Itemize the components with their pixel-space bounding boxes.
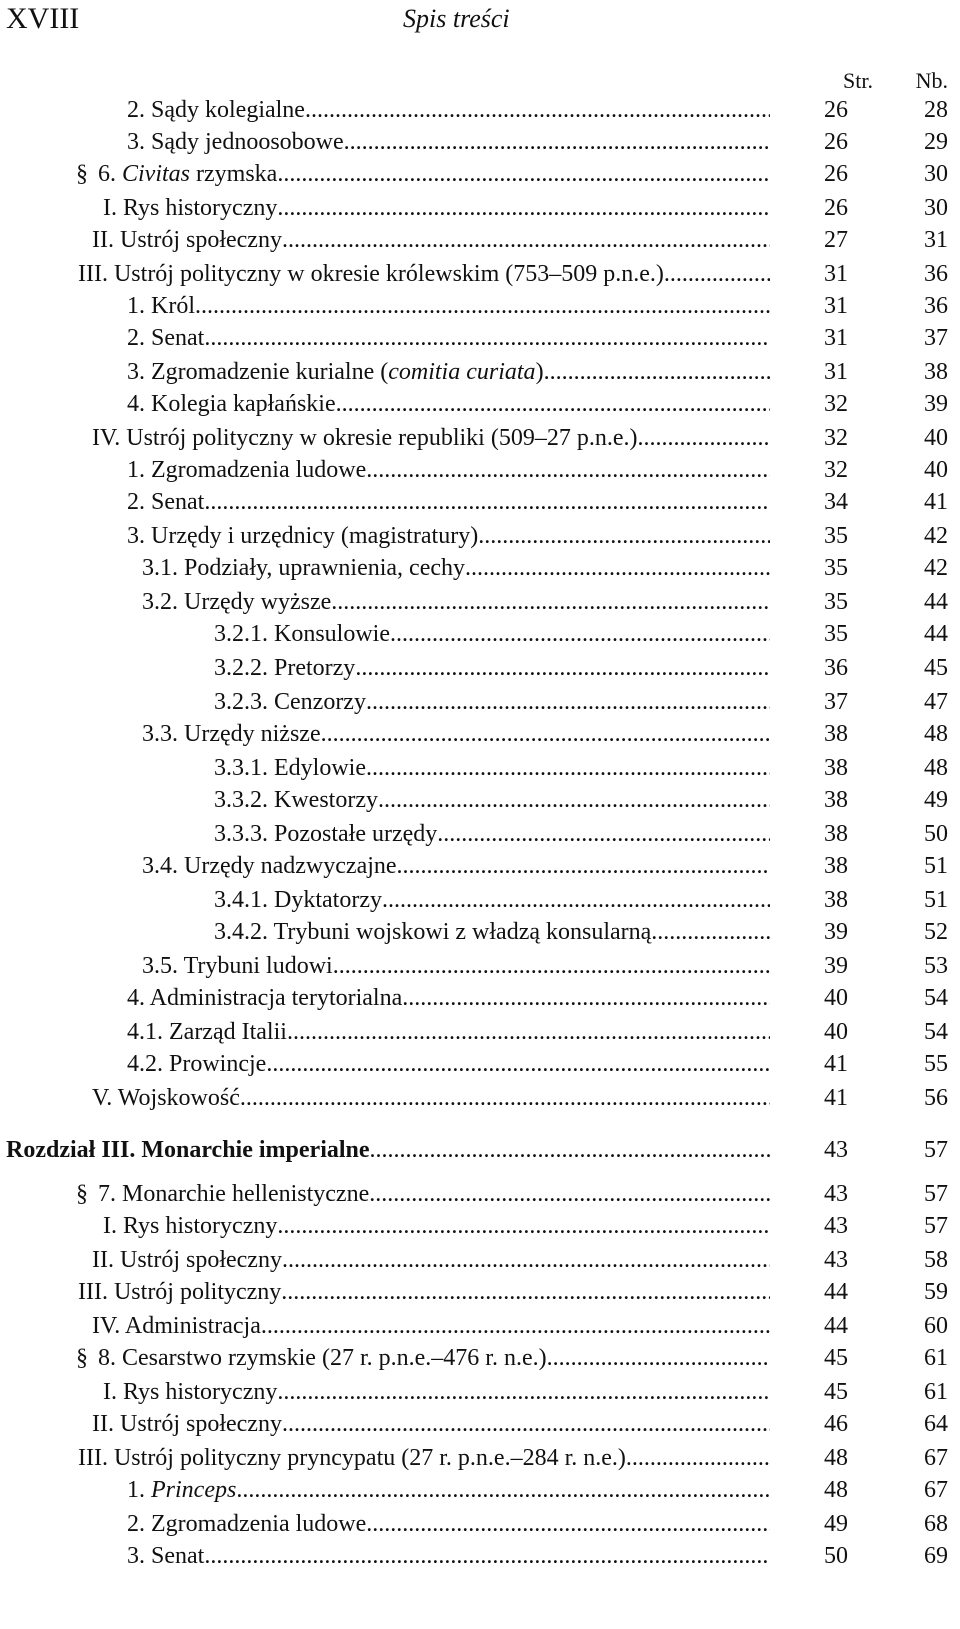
page-str: 44: [824, 1279, 848, 1305]
margin-number-nb: 52: [924, 919, 948, 945]
dot-leader: [378, 784, 770, 816]
margin-number-nb: 41: [924, 489, 948, 515]
margin-number-nb: 29: [924, 129, 948, 155]
margin-number-nb: 53: [924, 953, 948, 979]
toc-entry: [0, 356, 960, 388]
entry-title: [92, 1082, 770, 1114]
page-str: 43: [824, 1137, 848, 1163]
page-str: 40: [824, 985, 848, 1011]
toc-entry: [0, 290, 960, 322]
toc-entry: [0, 784, 960, 816]
entry-title: [127, 1474, 770, 1506]
entry-title: [127, 322, 770, 354]
dot-leader: [366, 686, 770, 718]
entry-label: 3.1. Podziały, uprawnienia, cechy: [142, 555, 466, 581]
page-str: 31: [824, 325, 848, 351]
page-str: 35: [824, 523, 848, 549]
margin-number-nb: 48: [924, 721, 948, 747]
entry-title: [214, 686, 770, 718]
entry-title: [103, 192, 770, 224]
entry-label: 3. Senat: [127, 1543, 205, 1569]
page-str: 32: [824, 457, 848, 483]
entry-title: [92, 1310, 770, 1342]
margin-number-nb: 39: [924, 391, 948, 417]
entry-label: I. Rys historyczny: [103, 195, 278, 221]
entry-title: [127, 454, 770, 486]
toc-entry: [0, 322, 960, 354]
entry-label: 3.3.3. Pozostałe urzędy: [214, 821, 438, 847]
margin-number-nb: 69: [924, 1543, 948, 1569]
entry-label: IV. Administracja: [92, 1313, 261, 1339]
dot-leader: [204, 322, 770, 354]
margin-number-nb: 57: [924, 1137, 948, 1163]
dot-leader: [204, 486, 770, 518]
page-str: 48: [824, 1477, 848, 1503]
dot-leader: [282, 1408, 770, 1440]
page-str: 46: [824, 1411, 848, 1437]
dot-leader: [390, 618, 770, 650]
toc-entry: [0, 1016, 960, 1048]
toc-entry: [0, 618, 960, 650]
dot-leader: [544, 356, 770, 388]
page-str: 44: [824, 1313, 848, 1339]
toc-entry: [0, 552, 960, 584]
dot-leader: [370, 1134, 770, 1166]
dot-leader: [547, 1342, 770, 1374]
toc-entry: [0, 1508, 960, 1540]
entry-title: [92, 1408, 770, 1440]
margin-number-nb: 51: [924, 887, 948, 913]
page-str: 40: [824, 1019, 848, 1045]
page-str: 38: [824, 887, 848, 913]
entry-label: 3. Zgromadzenie kurialne (comitia curiata): [127, 359, 544, 385]
page-str: 38: [824, 853, 848, 879]
toc-entry: [0, 1408, 960, 1440]
margin-number-nb: 47: [924, 689, 948, 715]
page-str: 35: [824, 555, 848, 581]
entry-title: [103, 1210, 770, 1242]
page-str: 35: [824, 621, 848, 647]
entry-label: 3. Sądy jednoosobowe: [127, 129, 344, 155]
entry-title: [92, 422, 770, 454]
entry-label: II. Ustrój społeczny: [92, 227, 282, 253]
page-str: 26: [824, 195, 848, 221]
entry-label: III. Ustrój polityczny pryncypatu (27 r. p.n.e.–284 r. n.e.): [78, 1445, 626, 1471]
page-str: 26: [824, 129, 848, 155]
entry-title: [78, 1276, 770, 1308]
entry-title: [98, 1342, 770, 1374]
page-str: 49: [824, 1511, 848, 1537]
page-str: 38: [824, 721, 848, 747]
entry-label: 3.3.1. Edylowie: [214, 755, 366, 781]
dot-leader: [305, 94, 770, 126]
toc-entry: [0, 1310, 960, 1342]
margin-number-nb: 54: [924, 1019, 948, 1045]
column-header-nb: Nb.: [915, 68, 948, 93]
toc-entry: [0, 1082, 960, 1114]
margin-number-nb: 54: [924, 985, 948, 1011]
margin-number-nb: 30: [924, 195, 948, 221]
page-str: 39: [824, 919, 848, 945]
page-str: 45: [824, 1379, 848, 1405]
margin-number-nb: 61: [924, 1345, 948, 1371]
toc-entry: [0, 1210, 960, 1242]
dot-leader: [397, 850, 770, 882]
entry-label-italic: comitia curiata: [388, 359, 536, 385]
entry-label: III. Ustrój polityczny w okresie królewskim (753–509 p.n.e.).: [78, 261, 670, 287]
margin-number-nb: 30: [924, 161, 948, 187]
margin-number-nb: 44: [924, 621, 948, 647]
page-str: 34: [824, 489, 848, 515]
page-str: 36: [824, 655, 848, 681]
entry-title: [214, 818, 770, 850]
margin-number-nb: 67: [924, 1445, 948, 1471]
page-str: 43: [824, 1247, 848, 1273]
margin-number-nb: 49: [924, 787, 948, 813]
toc-entry: [0, 422, 960, 454]
entry-title: [214, 784, 770, 816]
margin-number-nb: 68: [924, 1511, 948, 1537]
margin-number-nb: 57: [924, 1213, 948, 1239]
margin-number-nb: 67: [924, 1477, 948, 1503]
dot-leader: [321, 718, 770, 750]
page-str: 50: [824, 1543, 848, 1569]
entry-label: III. Ustrój polityczny: [78, 1279, 282, 1305]
page-str: 31: [824, 359, 848, 385]
dot-leader: [651, 916, 770, 948]
toc-entry: [0, 1048, 960, 1080]
entry-label: 3.4. Urzędy nadzwyczajne: [142, 853, 397, 879]
toc-entry: [0, 850, 960, 882]
entry-title: [127, 486, 770, 518]
margin-number-nb: 45: [924, 655, 948, 681]
entry-label: 3.2.2. Pretorzy: [214, 655, 356, 681]
entry-title: [127, 1540, 770, 1572]
entry-title: [214, 916, 770, 948]
toc-entry: [0, 1178, 960, 1210]
entry-label: 6. Civitas rzymska: [98, 161, 278, 187]
running-title: Spis treści: [403, 4, 510, 33]
margin-number-nb: 56: [924, 1085, 948, 1111]
toc-entry: [0, 1342, 960, 1374]
toc-entry: [0, 486, 960, 518]
toc-entry: [0, 158, 960, 190]
entry-title: [142, 850, 770, 882]
dot-leader: [277, 158, 770, 190]
toc-entry: [0, 1442, 960, 1474]
entry-label: 3.5. Trybuni ludowi: [142, 953, 333, 979]
entry-title: [127, 1508, 770, 1540]
page-str: 43: [824, 1181, 848, 1207]
page-str: 31: [824, 261, 848, 287]
toc-entry: [0, 752, 960, 784]
entry-label: 2. Zgromadzenia ludowe: [127, 1511, 367, 1537]
entry-title: [98, 1178, 770, 1210]
dot-leader: [287, 1016, 770, 1048]
margin-number-nb: 40: [924, 457, 948, 483]
entry-label: I. Rys historyczny: [103, 1379, 278, 1405]
dot-leader: [366, 454, 770, 486]
entry-label: 3. Urzędy i urzędnicy (magistratury): [127, 523, 479, 549]
entry-title: [78, 1442, 770, 1474]
entry-label: 3.3. Urzędy niższe: [142, 721, 321, 747]
margin-number-nb: 48: [924, 755, 948, 781]
page-str: 45: [824, 1345, 848, 1371]
section-symbol: §: [76, 1345, 88, 1371]
entry-label: 3.2.3. Cenzorzy: [214, 689, 366, 715]
entry-label: 3.3.2. Kwestorzy: [214, 787, 378, 813]
page-str: 48: [824, 1445, 848, 1471]
entry-label: 3.2. Urzędy wyższe: [142, 589, 332, 615]
entry-title: [92, 224, 770, 256]
toc-entry: [0, 1474, 960, 1506]
entry-label: 2. Sądy kolegialne: [127, 97, 305, 123]
section-symbol: §: [76, 1181, 88, 1207]
entry-title: [214, 752, 770, 784]
toc-entry: [0, 224, 960, 256]
entry-title: [127, 290, 770, 322]
margin-number-nb: 42: [924, 555, 948, 581]
margin-number-nb: 50: [924, 821, 948, 847]
dot-leader: [344, 126, 770, 158]
dot-leader: [369, 1178, 770, 1210]
toc-entry: [0, 950, 960, 982]
margin-number-nb: 31: [924, 227, 948, 253]
page-str: 35: [824, 589, 848, 615]
dot-leader: [282, 1244, 770, 1276]
margin-number-nb: 36: [924, 261, 948, 287]
toc-entry: [0, 686, 960, 718]
toc-entry: [0, 818, 960, 850]
toc-entry: [0, 520, 960, 552]
margin-number-nb: 38: [924, 359, 948, 385]
entry-label: 4. Administracja terytorialna: [127, 985, 403, 1011]
page-str: 41: [824, 1051, 848, 1077]
entry-label: 2. Senat: [127, 325, 205, 351]
dot-leader: [366, 1508, 770, 1540]
margin-number-nb: 42: [924, 523, 948, 549]
toc-entry: [0, 916, 960, 948]
entry-title: [127, 126, 770, 158]
margin-number-nb: 58: [924, 1247, 948, 1273]
page-str: 41: [824, 1085, 848, 1111]
margin-number-nb: 64: [924, 1411, 948, 1437]
dot-leader: [366, 752, 770, 784]
dot-leader: [236, 1474, 770, 1506]
entry-title: [142, 586, 770, 618]
toc-entry: [0, 192, 960, 224]
entry-title: [6, 1134, 770, 1166]
toc-entry: [0, 258, 960, 290]
entry-title: [142, 718, 770, 750]
dot-leader: [670, 258, 770, 290]
entry-label: 1. Princeps: [127, 1477, 237, 1503]
toc-entry: [0, 1540, 960, 1572]
page-number: XVIII: [6, 2, 80, 35]
margin-number-nb: 60: [924, 1313, 948, 1339]
toc-entry: [0, 388, 960, 420]
entry-label: 4.2. Prowincje: [127, 1051, 267, 1077]
entry-label: Rozdział III. Monarchie imperialne: [6, 1137, 370, 1163]
entry-title: [127, 1048, 770, 1080]
dot-leader: [277, 1376, 770, 1408]
entry-label: 8. Cesarstwo rzymskie (27 r. p.n.e.–476 r. n.e.): [98, 1345, 547, 1371]
entry-title: [142, 552, 770, 584]
dot-leader: [266, 1048, 770, 1080]
entry-label-italic: Princeps: [151, 1477, 237, 1503]
entry-title: [127, 520, 770, 552]
dot-leader: [195, 290, 770, 322]
margin-number-nb: 57: [924, 1181, 948, 1207]
entry-label: IV. Ustrój polityczny w okresie republiki (509–27 p.n.e.): [92, 425, 638, 451]
entry-title: [214, 618, 770, 650]
dot-leader: [240, 1082, 770, 1114]
dot-leader: [261, 1310, 770, 1342]
entry-title: [127, 388, 770, 420]
dot-leader: [277, 1210, 770, 1242]
dot-leader: [402, 982, 770, 1014]
entry-label: 3.4.2. Trybuni wojskowi z władzą konsularną: [214, 919, 652, 945]
dot-leader: [331, 586, 770, 618]
toc-entry: [0, 1376, 960, 1408]
page-str: 38: [824, 821, 848, 847]
entry-label-italic: Civitas: [122, 161, 191, 187]
margin-number-nb: 44: [924, 589, 948, 615]
dot-leader: [637, 422, 770, 454]
dot-leader: [355, 652, 770, 684]
page-str: 32: [824, 425, 848, 451]
dot-leader: [478, 520, 770, 552]
page-str: 38: [824, 787, 848, 813]
entry-label: 4.1. Zarząd Italii: [127, 1019, 287, 1045]
dot-leader: [465, 552, 770, 584]
dot-leader: [382, 884, 770, 916]
dot-leader: [336, 388, 770, 420]
margin-number-nb: 59: [924, 1279, 948, 1305]
margin-number-nb: 40: [924, 425, 948, 451]
entry-title: [214, 652, 770, 684]
toc-entry: [0, 884, 960, 916]
entry-label: 4. Kolegia kapłańskie: [127, 391, 336, 417]
entry-title: [127, 356, 770, 388]
entry-title: [103, 1376, 770, 1408]
dot-leader: [437, 818, 770, 850]
page-str: 37: [824, 689, 848, 715]
dot-leader: [333, 950, 770, 982]
page-str: 38: [824, 755, 848, 781]
entry-title: [127, 982, 770, 1014]
entry-label: II. Ustrój społeczny: [92, 1411, 282, 1437]
toc-entry: [0, 1276, 960, 1308]
entry-title: [214, 884, 770, 916]
page-str: 27: [824, 227, 848, 253]
toc-entry: [0, 586, 960, 618]
dot-leader: [204, 1540, 770, 1572]
toc-entry: [0, 94, 960, 126]
section-symbol: §: [76, 161, 88, 187]
margin-number-nb: 51: [924, 853, 948, 879]
entry-label: 1. Król: [127, 293, 195, 319]
entry-title: [92, 1244, 770, 1276]
entry-title: [127, 94, 770, 126]
toc-entry: [0, 1244, 960, 1276]
column-header-str: Str.: [843, 68, 873, 93]
entry-label: V. Wojskowość: [92, 1085, 240, 1111]
dot-leader: [282, 224, 770, 256]
page-header: [0, 0, 960, 60]
toc-entry: [0, 982, 960, 1014]
page-str: 32: [824, 391, 848, 417]
page-str: 26: [824, 161, 848, 187]
page-str: 26: [824, 97, 848, 123]
entry-title: [98, 158, 770, 190]
toc-entry: [0, 454, 960, 486]
entry-label: 7. Monarchie hellenistyczne: [98, 1181, 370, 1207]
entry-label: I. Rys historyczny: [103, 1213, 278, 1239]
toc-entry: [0, 718, 960, 750]
toc-entry: [0, 126, 960, 158]
margin-number-nb: 55: [924, 1051, 948, 1077]
entry-label: 2. Senat: [127, 489, 205, 515]
chapter-row: [0, 1134, 960, 1166]
entry-label: II. Ustrój społeczny: [92, 1247, 282, 1273]
dot-leader: [277, 192, 770, 224]
entry-title: [78, 258, 770, 290]
dot-leader: [281, 1276, 770, 1308]
entry-title: [127, 1016, 770, 1048]
toc-entry: [0, 652, 960, 684]
entry-title: [142, 950, 770, 982]
entry-label: 3.4.1. Dyktatorzy: [214, 887, 382, 913]
page-str: 43: [824, 1213, 848, 1239]
margin-number-nb: 37: [924, 325, 948, 351]
margin-number-nb: 61: [924, 1379, 948, 1405]
page-str: 31: [824, 293, 848, 319]
margin-number-nb: 28: [924, 97, 948, 123]
entry-label: 1. Zgromadzenia ludowe: [127, 457, 367, 483]
page-str: 39: [824, 953, 848, 979]
entry-label: 3.2.1. Konsulowie: [214, 621, 390, 647]
margin-number-nb: 36: [924, 293, 948, 319]
dot-leader: [626, 1442, 770, 1474]
